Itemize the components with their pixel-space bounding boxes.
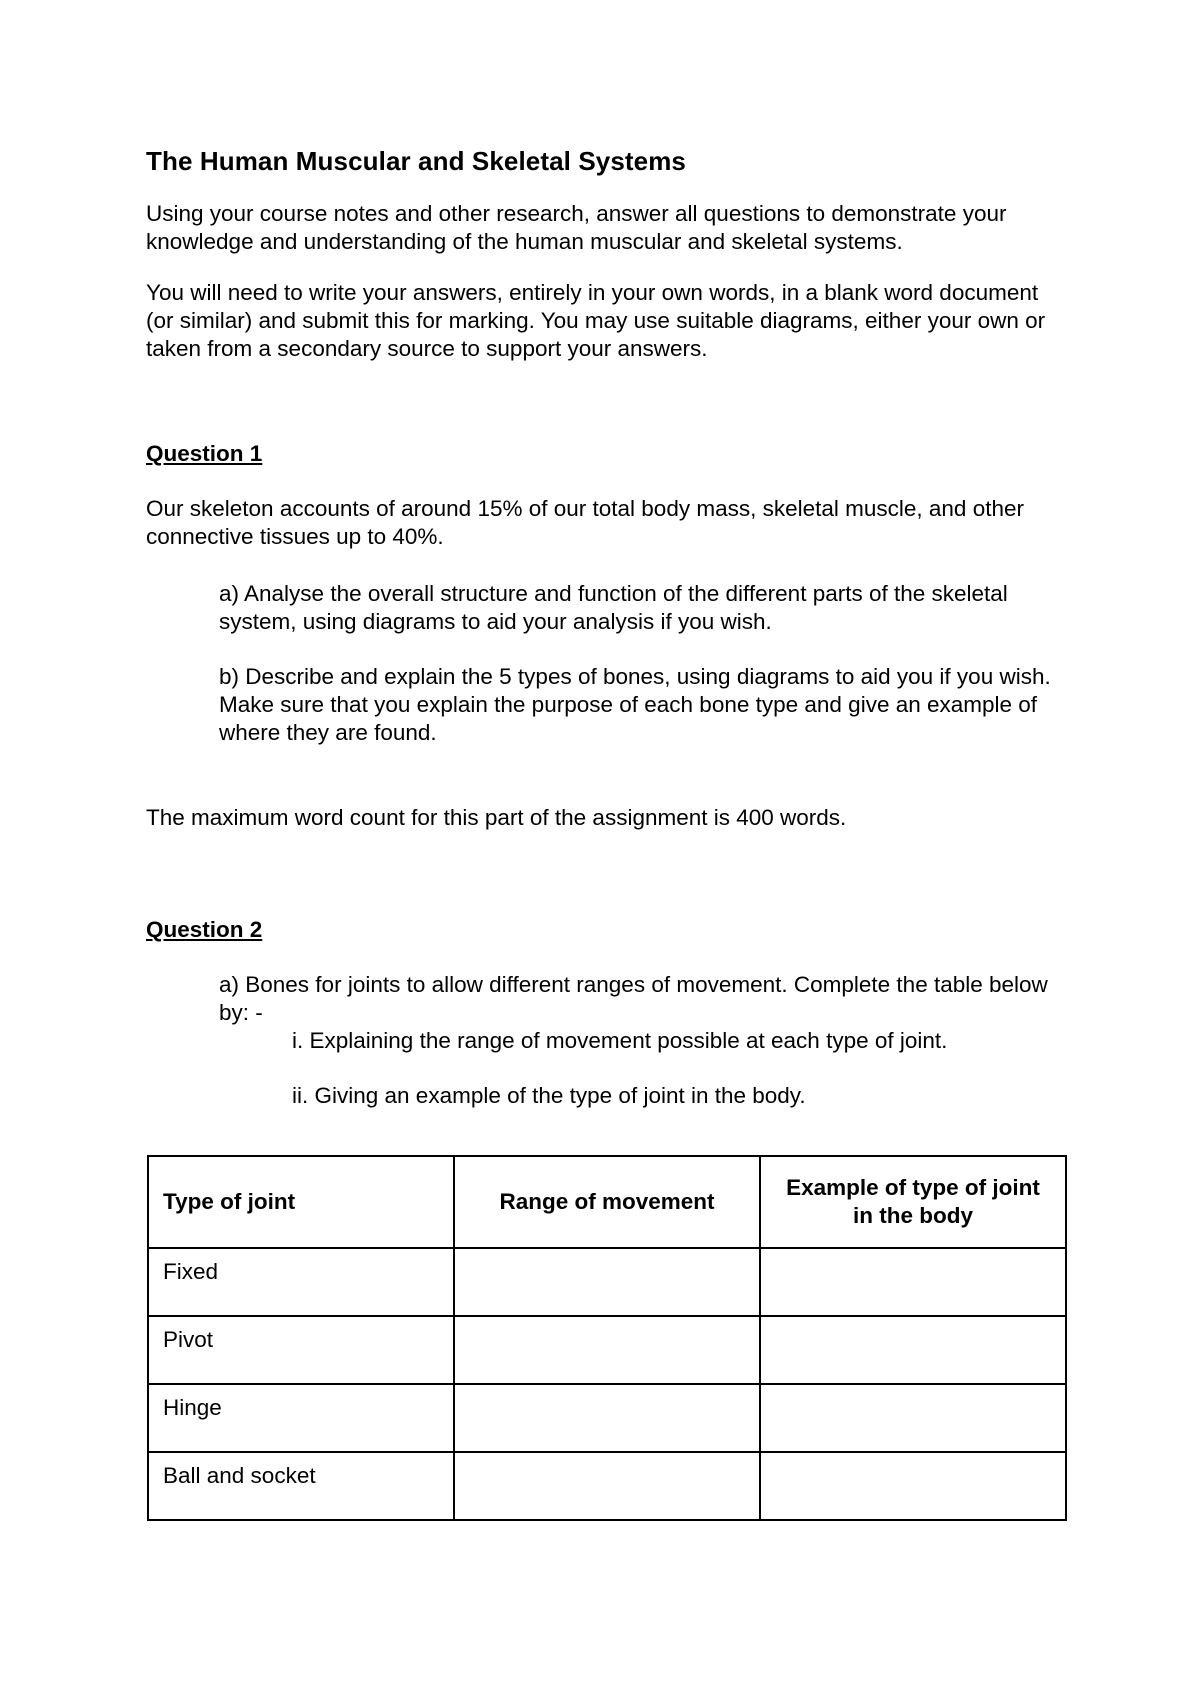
question-1-heading: Question 1 xyxy=(146,441,263,466)
table-row xyxy=(148,1316,1066,1384)
table-row xyxy=(148,1384,1066,1452)
example-cell[interactable] xyxy=(760,1452,1066,1520)
question-2-item-i: i. Explaining the range of movement possible at each type of joint. xyxy=(292,1028,948,1053)
table-row xyxy=(148,1452,1066,1520)
joint-type-cell: Pivot xyxy=(148,1316,454,1384)
range-of-movement-cell[interactable] xyxy=(454,1452,760,1520)
joints-table xyxy=(147,1155,1067,1521)
joint-type-cell: Fixed xyxy=(148,1248,454,1316)
range-of-movement-cell[interactable] xyxy=(454,1384,760,1452)
range-of-movement-cell[interactable] xyxy=(454,1316,760,1384)
range-of-movement-cell[interactable] xyxy=(454,1248,760,1316)
header-range-of-movement: Range of movement xyxy=(454,1156,760,1248)
question-2-heading: Question 2 xyxy=(146,917,263,942)
table-header-row xyxy=(148,1156,1066,1248)
header-example-in-body: Example of type of joint in the body xyxy=(760,1156,1066,1248)
joint-type-cell: Hinge xyxy=(148,1384,454,1452)
question-1-part-a: a) Analyse the overall structure and function of the different parts of the skeletal system, using diagrams to aid your analysis if you wish. xyxy=(219,581,1008,634)
question-1-text: Our skeleton accounts of around 15% of our total body mass, skeletal muscle, and other connective tissues up to 40%. xyxy=(146,496,1024,549)
intro-paragraph-2: You will need to write your answers, entirely in your own words, in a blank word document (or similar) and submit this for marking. You may use suitable diagrams, either your own or taken from a secondary source to support your answers. xyxy=(146,280,1046,361)
question-2-item-ii: ii. Giving an example of the type of joint in the body. xyxy=(292,1083,806,1108)
question-2-part-a: a) Bones for joints to allow different ranges of movement. Complete the table below by: - xyxy=(219,972,1048,1025)
intro-paragraph-1: Using your course notes and other research, answer all questions to demonstrate your knowledge and understanding of the human muscular and skeletal systems. xyxy=(146,201,1007,254)
example-cell[interactable] xyxy=(760,1248,1066,1316)
example-cell[interactable] xyxy=(760,1384,1066,1452)
page-title: The Human Muscular and Skeletal Systems xyxy=(146,146,686,176)
table-row xyxy=(148,1248,1066,1316)
joint-type-cell: Ball and socket xyxy=(148,1452,454,1520)
header-type-of-joint: Type of joint xyxy=(148,1156,454,1248)
example-cell[interactable] xyxy=(760,1316,1066,1384)
question-1-part-b: b) Describe and explain the 5 types of bones, using diagrams to aid you if you wish. Make sure that you explain the purpose of each bone type and give an example of where they are found. xyxy=(219,664,1051,745)
question-1-word-count: The maximum word count for this part of the assignment is 400 words. xyxy=(146,805,847,830)
